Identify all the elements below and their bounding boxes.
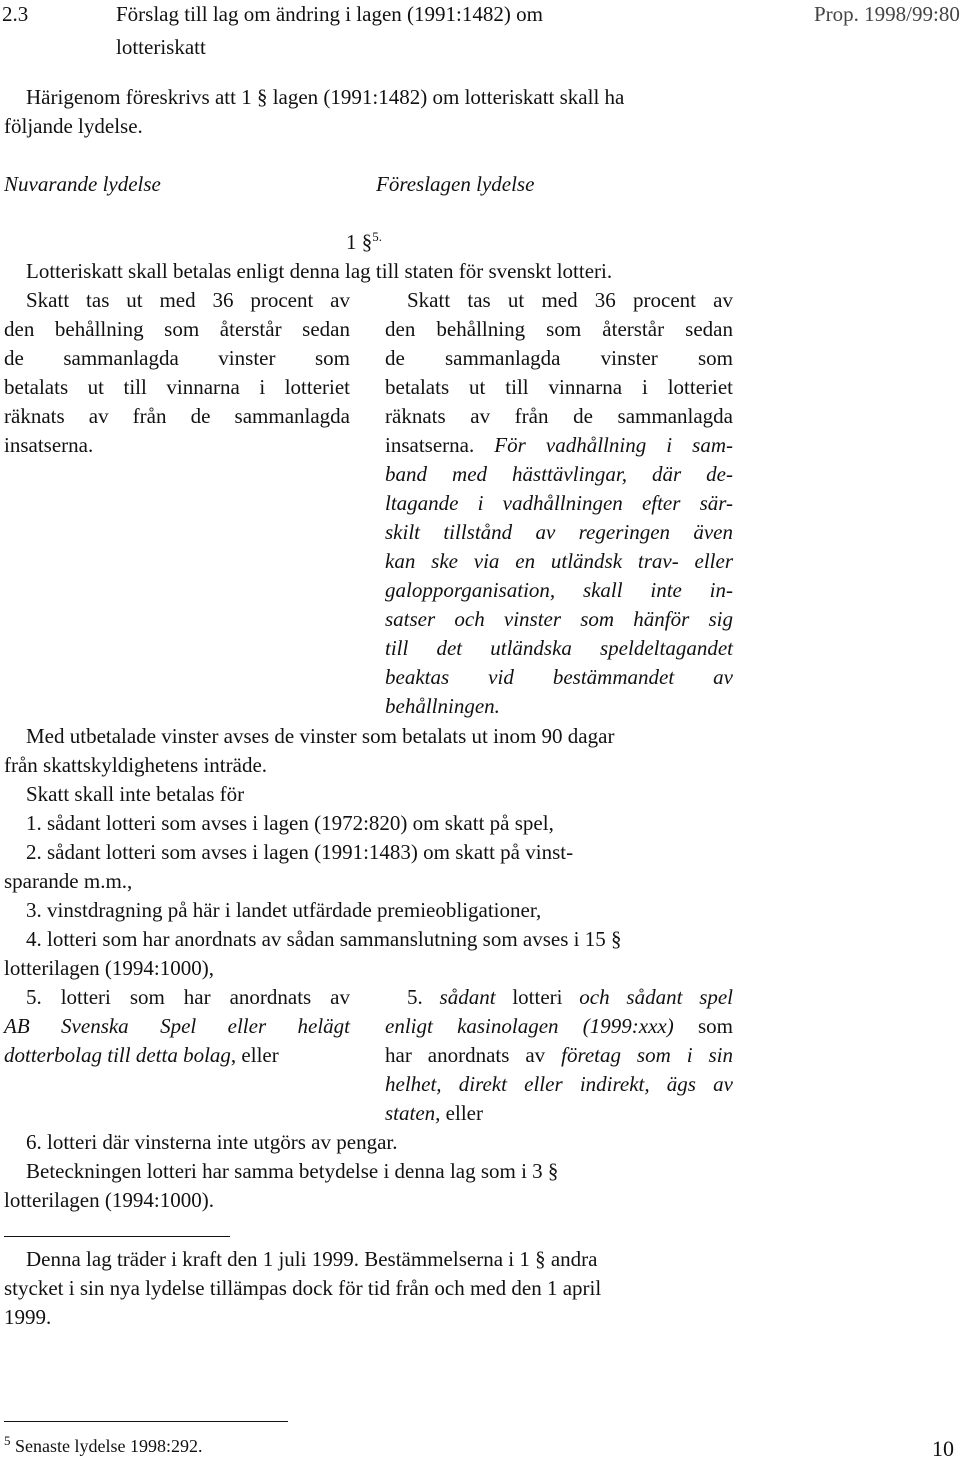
text-line: betalats ut till vinnarna i lotteriet	[385, 375, 733, 399]
intro-line1: Härigenom föreskrivs att 1 § lagen (1991:1482) om lotteriskatt skall ha	[26, 85, 625, 109]
current-item-5	[4, 983, 350, 1070]
footnote	[4, 1432, 202, 1461]
text-amendment: företag som i sin	[561, 1043, 733, 1067]
text-line: insatserna.	[4, 433, 94, 457]
text-line: de sammanlagda vinster som	[385, 346, 733, 370]
text-amendment: sådant	[439, 985, 496, 1009]
text-line	[385, 983, 733, 1012]
text-line	[385, 1041, 733, 1070]
lottery-definition-line2: lotterilagen (1994:1000).	[4, 1188, 214, 1212]
prop-reference: Prop. 1998/99:80	[814, 2, 960, 26]
exemption-item-4-line2: lotterilagen (1994:1000),	[4, 956, 214, 980]
text-plain: lotteri	[495, 985, 580, 1009]
winnings-definition-line1: Med utbetalade vinster avses de vinster som betalats ut inom 90 dagar	[26, 724, 615, 748]
exemption-item-6: 6. lotteri där vinsterna inte utgörs av pengar.	[26, 1130, 398, 1154]
text-amendment-line: behållningen.	[385, 694, 500, 718]
exemption-item-3: 3. vinstdragning på här i landet utfärdade premieobligationer,	[26, 898, 542, 922]
intro-line2: följande lydelse.	[4, 114, 143, 138]
text-line: Skatt tas ut med 36 procent av	[26, 288, 350, 312]
text-line	[385, 1099, 733, 1128]
text-plain: 5.	[407, 985, 440, 1009]
paragraph-number: 1 §	[346, 230, 373, 254]
text-line	[4, 1041, 350, 1070]
text-line: den behållning som återstår sedan	[4, 317, 350, 341]
winnings-definition-line2: från skattskyldighetens inträde.	[4, 753, 268, 777]
section-number: 2.3	[2, 2, 29, 26]
text-line: de sammanlagda vinster som	[4, 346, 350, 370]
transition-line2: stycket i sin nya lydelse tillämpas dock för tid från och med den 1 april	[4, 1276, 602, 1300]
current-wording-paragraph	[4, 286, 350, 460]
text-line: betalats ut till vinnarna i lotteriet	[4, 375, 350, 399]
text-line	[385, 431, 733, 460]
footnote-text: Senaste lydelse 1998:292.	[10, 1436, 203, 1456]
lottery-definition-line1: Beteckningen lotteri har samma betydelse i denna lag som i 3 §	[26, 1159, 559, 1183]
exemption-item-4-line1: 4. lotteri som har anordnats av sådan sammanslutning som avses i 15 §	[26, 927, 622, 951]
text-line: räknats av från de sammanlagda	[4, 404, 350, 428]
text-plain: insatserna.	[385, 433, 475, 457]
text-amendment-line: ltagande i vadhållningen efter sär-	[385, 491, 733, 515]
footnote-marker: 5	[4, 1433, 11, 1448]
text-line	[385, 1012, 733, 1041]
text-plain: , eller	[230, 1043, 279, 1067]
transition-line3: 1999.	[4, 1305, 52, 1329]
proposed-wording-paragraph	[385, 286, 733, 721]
footnote-rule	[4, 1421, 288, 1422]
text-amendment-line: till det utländska speldeltagandet	[385, 636, 733, 660]
text-amendment-line: AB Svenska Spel eller helägt	[4, 1014, 350, 1038]
text-line: Skatt tas ut med 36 procent av	[407, 288, 733, 312]
text-amendment: enligt kasinolagen (1999:xxx)	[385, 1014, 674, 1038]
text-line: 5. lotteri som har anordnats av	[26, 985, 350, 1009]
section-title-line2: lotteriskatt	[116, 35, 206, 59]
text-line: den behållning som återstår sedan	[385, 317, 733, 341]
text-amendment-line: beaktas vid bestämmandet av	[385, 665, 733, 689]
exemption-item-1: 1. sådant lotteri som avses i lagen (1972:820) om skatt på spel,	[26, 811, 554, 835]
text-amendment: och sådant spel	[579, 985, 734, 1009]
separator-rule	[4, 1236, 230, 1237]
exemption-intro: Skatt skall inte betalas för	[26, 782, 245, 806]
proposed-wording-heading: Föreslagen lydelse	[376, 172, 535, 196]
text-amendment-line: helhet, direkt eller indirekt, ägs av	[385, 1072, 733, 1096]
proposed-item-5	[385, 983, 733, 1128]
current-wording-heading: Nuvarande lydelse	[4, 172, 161, 196]
paragraph-marker	[346, 228, 382, 257]
footnote-reference: 5.	[372, 229, 382, 244]
exemption-item-2-line2: sparande m.m.,	[4, 869, 133, 893]
text-plain: eller	[440, 1101, 483, 1125]
text-plain: som	[673, 1014, 734, 1038]
section-title-line1: Förslag till lag om ändring i lagen (1991:1482) om	[116, 2, 543, 26]
transition-line1: Denna lag träder i kraft den 1 juli 1999. Bestämmelserna i 1 § andra	[26, 1247, 598, 1271]
text-amendment-line: band med hästtävlingar, där de-	[385, 462, 733, 486]
page-number: 10	[932, 1436, 954, 1461]
text-amendment-line: kan ske via en utländsk trav- eller	[385, 549, 733, 573]
section-first-paragraph: Lotteriskatt skall betalas enligt denna lag till staten för svenskt lotteri.	[26, 259, 613, 283]
text-amendment-line: satser och vinster som hänför sig	[385, 607, 733, 631]
text-plain: har anordnats av	[385, 1043, 562, 1067]
text-amendment-line: galopporganisation, skall inte in-	[385, 578, 733, 602]
text-amendment: För vadhållning i sam-	[474, 433, 733, 457]
text-amendment: staten,	[385, 1101, 441, 1125]
text-line: räknats av från de sammanlagda	[385, 404, 733, 428]
text-amendment: dotterbolag till detta bolag	[4, 1043, 231, 1067]
exemption-item-2-line1: 2. sådant lotteri som avses i lagen (1991:1483) om skatt på vinst-	[26, 840, 574, 864]
text-amendment-line: skilt tillstånd av regeringen även	[385, 520, 733, 544]
